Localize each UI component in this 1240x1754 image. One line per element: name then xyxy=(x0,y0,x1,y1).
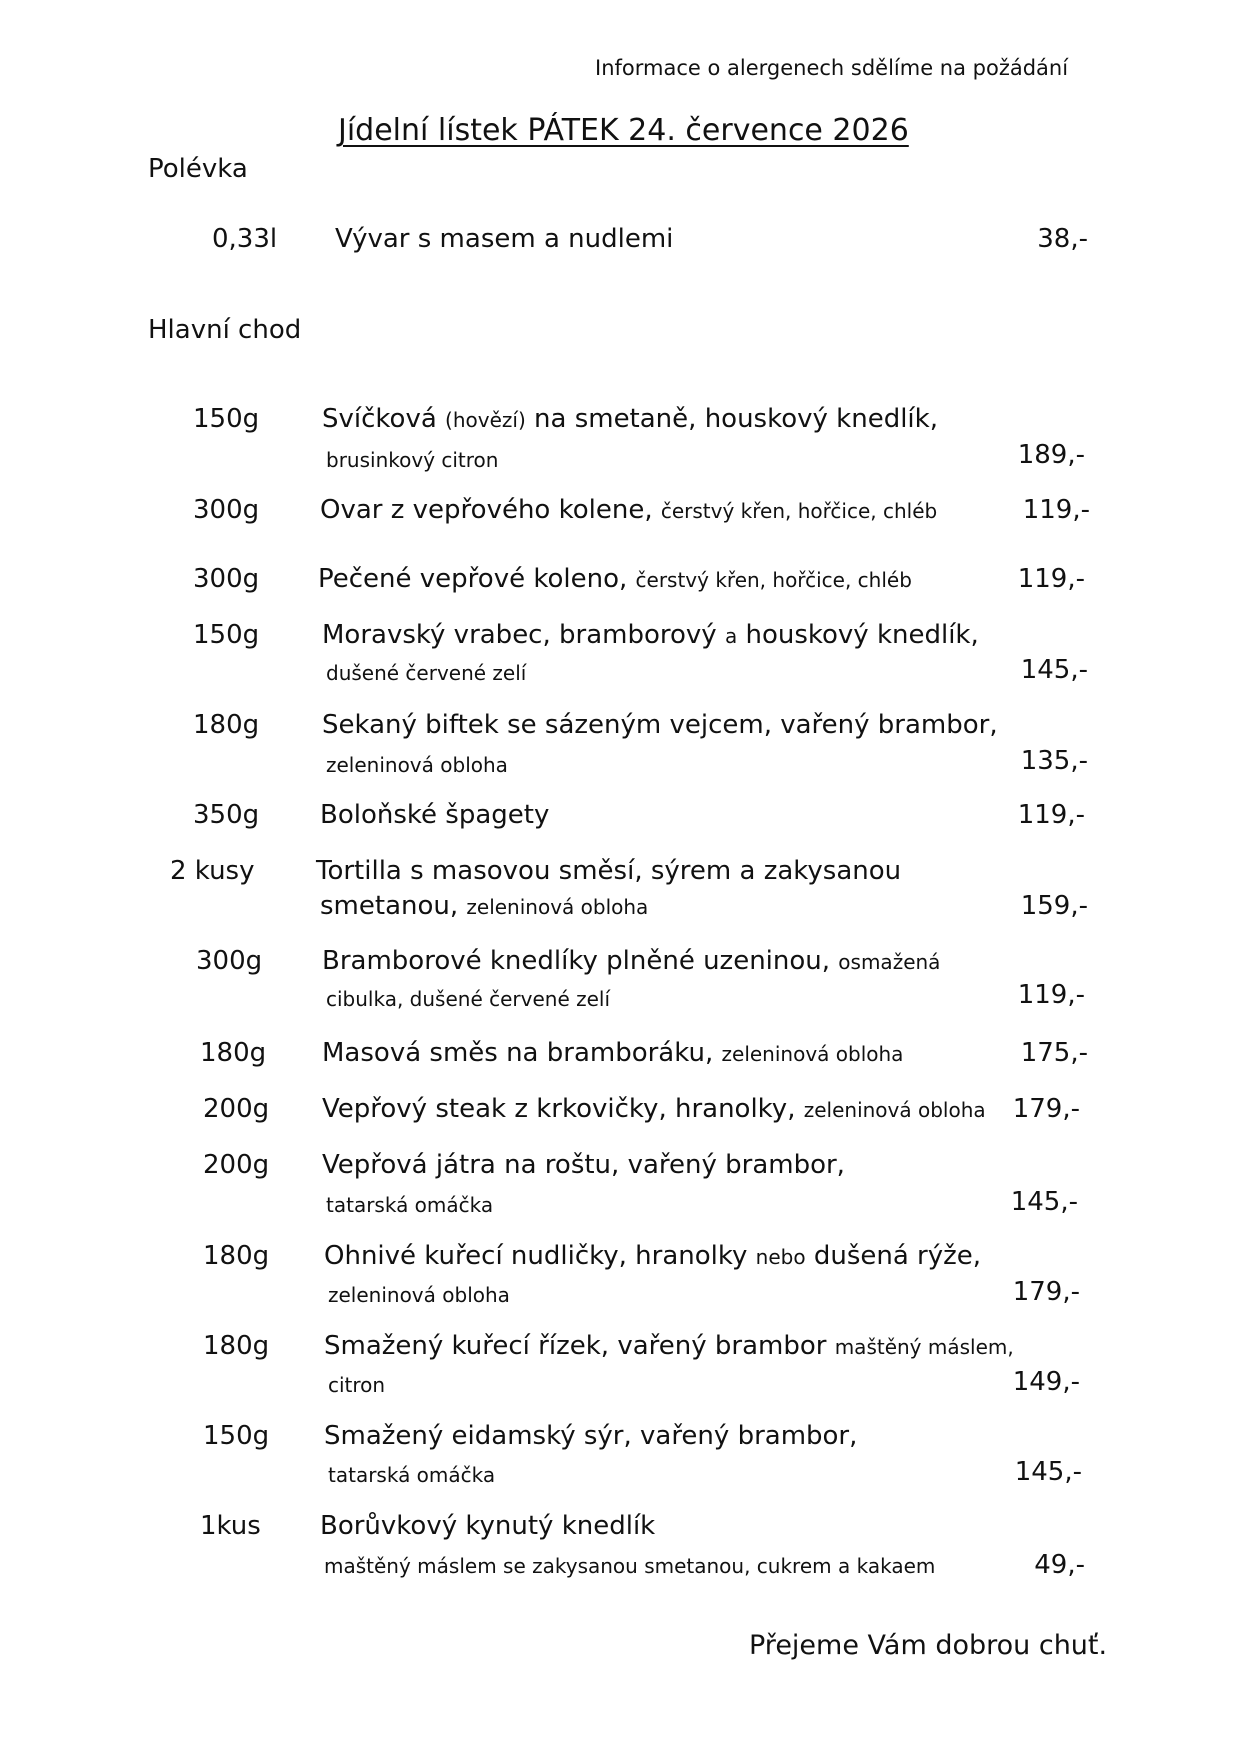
item-price: 119,- xyxy=(1022,495,1090,525)
item-main-text: Masová směs na bramboráku, xyxy=(322,1038,722,1068)
item-title xyxy=(322,1094,986,1124)
item-main-text: Bramborové knedlíky plněné uzeninou, xyxy=(322,946,839,976)
item-main-text: Ohnivé kuřecí nudličky, hranolky xyxy=(324,1241,756,1271)
item-price: 189,- xyxy=(1017,440,1085,470)
item-title xyxy=(324,1241,981,1271)
item-price: 149,- xyxy=(1012,1367,1080,1397)
item-title xyxy=(316,856,901,886)
item-weight: 300g xyxy=(193,495,260,525)
item-title xyxy=(324,1421,857,1451)
item-detail xyxy=(328,1369,385,1399)
item-main-text: Ovar z vepřového kolene, xyxy=(320,495,661,525)
item-side-text: zeleninová obloha xyxy=(803,1098,986,1122)
item-weight: 150g xyxy=(193,620,260,650)
item-detail xyxy=(326,749,508,779)
item-title xyxy=(322,404,938,434)
item-main-text: Boloňské špagety xyxy=(320,800,550,830)
item-weight: 150g xyxy=(193,404,260,434)
item-side-text: nebo xyxy=(755,1245,806,1269)
item-main-text: Moravský vrabec, bramborový xyxy=(322,620,725,650)
item-main-text: Vepřový steak z krkovičky, hranolky, xyxy=(322,1094,804,1124)
item-weight: 300g xyxy=(196,946,263,976)
item-weight: 180g xyxy=(203,1241,270,1271)
item-weight: 200g xyxy=(203,1094,270,1124)
item-price: 49,- xyxy=(1034,1550,1085,1580)
soup-name: Vývar s masem a nudlemi xyxy=(335,224,674,254)
item-detail xyxy=(328,1279,510,1309)
item-side-text: čerstvý křen, hořčice, chléb xyxy=(660,499,938,523)
item-title xyxy=(320,495,937,525)
item-price: 145,- xyxy=(1020,655,1088,685)
item-main-text: dušená rýže, xyxy=(805,1241,982,1271)
item-detail xyxy=(320,891,648,921)
item-side-text: maštěný máslem, xyxy=(834,1335,1014,1359)
item-price: 119,- xyxy=(1017,800,1085,830)
item-weight: 200g xyxy=(203,1150,270,1180)
item-weight: 180g xyxy=(200,1038,267,1068)
item-side-text: (hovězí) xyxy=(445,408,526,432)
item-main-text: Smažený kuřecí řízek, vařený brambor xyxy=(324,1331,835,1361)
item-detail xyxy=(326,657,526,687)
item-main-text: houskový knedlík, xyxy=(737,620,979,650)
item-main-text: Vepřová játra na roštu, vařený brambor, xyxy=(322,1150,845,1180)
item-title xyxy=(324,1331,1014,1361)
item-weight: 300g xyxy=(193,564,260,594)
item-main-text: na smetaně, houskový knedlík, xyxy=(525,404,938,434)
item-weight: 180g xyxy=(193,710,260,740)
item-side-text: maštěný máslem se zakysanou smetanou, cukrem a kakaem xyxy=(324,1554,936,1578)
item-side-text: zeleninová obloha xyxy=(326,753,508,777)
item-side-text: brusinkový citron xyxy=(326,448,499,472)
item-side-text: zeleninová obloha xyxy=(466,895,649,919)
item-title xyxy=(318,564,912,594)
item-detail xyxy=(326,983,610,1013)
item-side-text: cibulka, dušené červené zelí xyxy=(326,987,611,1011)
item-price: 179,- xyxy=(1012,1277,1080,1307)
item-main-text: Pečené vepřové koleno, xyxy=(318,564,636,594)
item-price: 135,- xyxy=(1020,746,1088,776)
item-title xyxy=(320,1511,655,1541)
menu-title: Jídelní lístek PÁTEK 24. července 2026 xyxy=(338,113,909,148)
item-title xyxy=(322,620,979,650)
item-detail xyxy=(326,1189,493,1219)
item-detail xyxy=(324,1550,935,1580)
item-detail xyxy=(328,1459,495,1489)
item-side-text: zeleninová obloha xyxy=(721,1042,904,1066)
item-side-text: citron xyxy=(328,1373,386,1397)
soup-weight: 0,33l xyxy=(212,224,278,254)
item-main-text: Svíčková xyxy=(322,404,446,434)
item-price: 119,- xyxy=(1017,980,1085,1010)
item-side-text: tatarská omáčka xyxy=(326,1193,494,1217)
item-main-text: Smažený eidamský sýr, vařený brambor, xyxy=(324,1421,858,1451)
soup-price: 38,- xyxy=(1037,224,1088,254)
item-detail xyxy=(326,444,498,474)
item-side-text: a xyxy=(724,624,738,648)
item-side-text: čerstvý křen, hořčice, chléb xyxy=(635,568,912,592)
item-price: 175,- xyxy=(1020,1038,1088,1068)
item-price: 145,- xyxy=(1010,1187,1078,1217)
item-weight: 1kus xyxy=(200,1511,261,1541)
item-weight: 350g xyxy=(193,800,260,830)
item-side-text: zeleninová obloha xyxy=(328,1283,510,1307)
closing-message: Přejeme Vám dobrou chuť. xyxy=(749,1630,1108,1661)
item-price: 179,- xyxy=(1012,1094,1080,1124)
item-side-text: osmažená xyxy=(838,950,941,974)
item-title xyxy=(322,710,998,740)
item-main-text: Borůvkový kynutý knedlík xyxy=(320,1511,656,1541)
item-weight: 2 kusy xyxy=(170,856,255,886)
item-price: 119,- xyxy=(1017,564,1085,594)
item-side-text: tatarská omáčka xyxy=(328,1463,496,1487)
section-heading-main: Hlavní chod xyxy=(148,315,302,345)
item-side-text: dušené červené zelí xyxy=(326,661,527,685)
item-main-text: smetanou, xyxy=(320,891,467,921)
item-title xyxy=(320,800,549,830)
item-price: 159,- xyxy=(1020,891,1088,921)
item-main-text: Sekaný biftek se sázeným vejcem, vařený brambor, xyxy=(322,710,998,740)
section-heading-soup: Polévka xyxy=(148,154,248,184)
item-price: 145,- xyxy=(1014,1457,1082,1487)
item-weight: 150g xyxy=(203,1421,270,1451)
item-title xyxy=(322,946,940,976)
item-weight: 180g xyxy=(203,1331,270,1361)
item-title xyxy=(322,1150,845,1180)
allergen-note: Informace o alergenech sdělíme na požádání xyxy=(595,56,1069,80)
item-title xyxy=(322,1038,903,1068)
item-main-text: Tortilla s masovou směsí, sýrem a zakysanou xyxy=(316,856,902,886)
